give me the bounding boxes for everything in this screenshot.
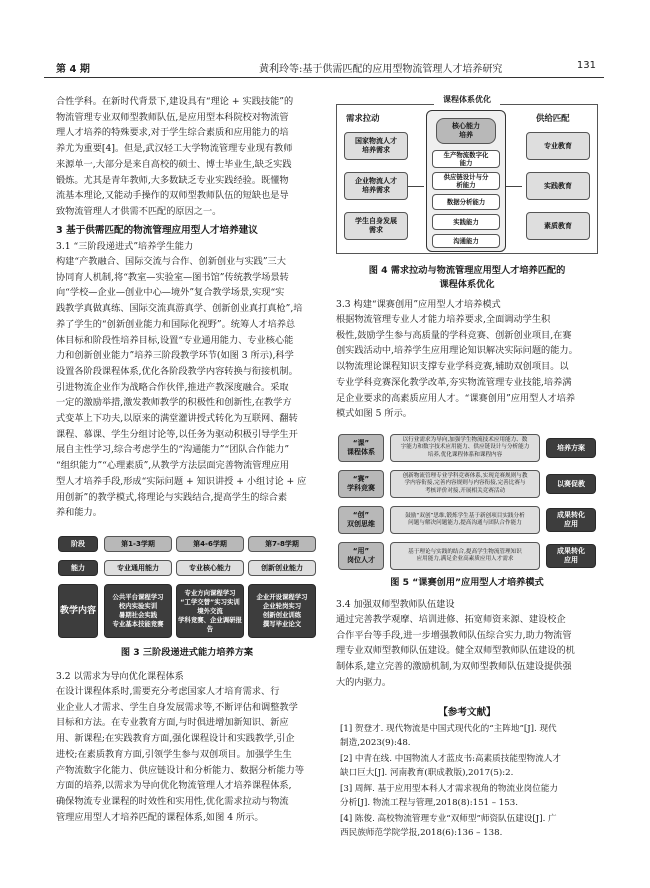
- fig4-skill-3: 数据分析能力: [432, 194, 500, 210]
- fig3-content-2: 专业方向课程学习 “工学交替”实习实训 境外交流 学科竞赛、企业调研报告: [176, 584, 244, 638]
- fig3-content-1: 公共平台课程学习 校内实验实训 暑期社会实践 专业基本技能竞赛: [104, 584, 172, 638]
- fig5-desc-1: 以行业需求为导向,加强学生物流技术应用能力、数 字能力和数字技术应用能力、供应链设计与分析能力 培养,优化课程体系和课程内容: [390, 434, 540, 462]
- fig3-row-stage: 阶段: [58, 536, 98, 552]
- subsection-heading-3-3: 3.3 构建“课赛创用”应用型人才培养模式: [336, 299, 501, 310]
- fig3-ability-3: 创新创业能力: [248, 560, 316, 576]
- reference-4: [4] 陈俊. 高校物流管理专业“双师型”师资队伍建设[J]. 广 西民族师范学院学报,2018(6):136 – 138.: [340, 814, 557, 839]
- figure-3: [58, 536, 316, 638]
- fig3-ability-2: 专业核心能力: [176, 560, 244, 576]
- figure-3-caption: 图 3 三阶段递进式能力培养方案: [120, 647, 254, 658]
- paragraph-3-4: 通过完善教学观摩、培训进修、拓宽师资来源、建设校企 合作平台等手段,进一步增强教师队伍综合实力,助力物流管 理专业双师型教师队伍建设。健全双师型教师队伍建设的机 制体系,建立完善的激励机制,为双师型教师队伍建设提供强 大的内驱力。: [336, 614, 575, 688]
- fig4-core-ability: 核心能力 培养: [436, 118, 496, 144]
- paragraph-3-2: 在设计课程体系时,需要充分考虑国家人才培育需求、行 业企业人才需求、学生自身发展需求等,不断评估和调整教学 目标和方法。在专业教育方面,与时俱进增加新知识、新应 用、新课程;在实践教育方面,强化课程设计和实践教学,引企 进校;在素质教育方面,引领学生参与双创项目。加强学生生 产物流数字化能力、供应链设计和分析能力、数据分析能力等 方面的培养,以需求为导向优化物流管理人才培养课程体系, 确保物流专业课程的时效性和实用性,优化需求拉动与物流 管理应用型人才培养匹配的课程体系,如图 4 所示。: [56, 686, 305, 823]
- fig3-stage-3: 第7-8学期: [248, 536, 316, 552]
- fig5-desc-4: 基于理论与实践的结合,提高学生物流管理知识 应用能力,满足企业高素质应用人才需求: [390, 542, 540, 570]
- figure-4-caption: 图 4 需求拉动与物流管理应用型人才培养匹配的 课程体系优化: [368, 265, 566, 290]
- fig5-tag-4: 成果转化 应用: [546, 544, 596, 568]
- fig4-demand-2: 企业物流人才 培养需求: [344, 172, 408, 200]
- fig5-tag-2: 以赛促教: [546, 474, 596, 494]
- fig3-stage-1: 第1-3学期: [104, 536, 172, 552]
- paragraph-3-3: 根据物流管理专业人才能力培养要求,全面调动学生积 极性,鼓励学生参与高质量的学科竞赛、创新创业项目,在赛 创实践活动中,培养学生应用理论知识解决实际问题的能力。 以物流理论课程知识支撑专业学科竞赛,辅助双创项目。以 专业学科竞赛深化教学改革,夯实物流管理专业技能,培养满 足企业要求的高素质应用人才。“课赛创用”应用型人才培养 模式如图 5 所示。: [336, 314, 578, 420]
- paragraph-3-1: 构建“产教融合、国际交流与合作、创新创业与实践”三大 协同育人机制,将“教室—实验室—图书馆”传统教学场景转 向“学校—企业—创业中心—境外”复合教学场景,实现“实 践教学真做真练、国际交流真游真学、创新创业真打真枪”,培 养了学生的“创新创业能力和国际化视野”。统筹人才培养总 体目标和阶段性培养目标,设置“专业通用能力、专业核心能 力和创新创业能力”培养三阶段教学环节(如图 3 所示),科学 设置各阶段课程体系,优化各阶段教学内容转换与衔接机制。 引进物流企业作为战略合作伙伴,推进产教深度融合。采取 一定的激励举措,激发教师教学的积极性和创新性,在教学方 式变革上下功夫,以原来的满堂灌讲授式转化为互联网、翻转 课程、慕课、学生分组讨论等,以任务为驱动积极引导学生开 展自主性学习,综合考虑学生的“沟通能力”“团队合作能力” “组织能力”“心理素质”,从教学方法层面完善物流管理应用 型人才培养手段,形成“实际问题 + 知识讲授 + 小组讨论 + 应 用创新”的教学模式,将理论与实践结合,提高学生的综合素 养和能力。: [56, 256, 307, 519]
- subsection-heading-3-4: 3.4 加强双师型教师队伍建设: [336, 599, 455, 610]
- fig3-row-ability: 能力: [58, 560, 98, 576]
- fig5-desc-2: 创新物流管理专业学科竞赛体系,实现竞赛规则与教 学内容衔接,完善内容规则与内容衔接,完善比赛与 考核评价对接,开展相关竞赛活动: [390, 470, 540, 498]
- running-title: 黄利玲等:基于供需匹配的应用型物流管理人才培养研究: [259, 64, 503, 75]
- fig4-skill-5: 沟通能力: [432, 234, 500, 248]
- figure-4: [336, 94, 598, 256]
- fig4-title: 课程体系优化: [434, 94, 500, 105]
- fig3-row-content: 教学内容: [58, 584, 98, 638]
- fig3-stage-2: 第4-6学期: [176, 536, 244, 552]
- fig4-skill-1: 生产物流数字化 能力: [432, 150, 500, 168]
- fig3-content-3: 企业开设课程学习 企业轮岗实习 创新创业训练 撰写毕业论文: [248, 584, 316, 638]
- fig4-skill-2: 供应链设计与分 析能力: [432, 172, 500, 190]
- fig4-demand-head: 需求拉动: [346, 113, 380, 123]
- fig3-ability-1: 专业通用能力: [104, 560, 172, 576]
- fig4-arrow-left: [408, 186, 424, 187]
- fig4-arrow-right: [506, 186, 522, 187]
- reference-2: [2] 中青在线. 中国物流人才蓝皮书:高素质技能型物流人才 缺口巨大[J]. 河南教育(职成教版),2017(5):2.: [340, 754, 561, 779]
- fig4-supply-1: 专业教育: [526, 132, 590, 160]
- fig4-supply-2: 实践教育: [526, 172, 590, 200]
- section-heading-3: 3 基于供需匹配的物流管理应用型人才培养建议: [56, 225, 258, 236]
- fig4-demand-1: 国家物流人才 培养需求: [344, 132, 408, 160]
- subsection-heading-3-1: 3.1 “三阶段递进式”培养学生能力: [56, 241, 194, 252]
- fig5-label-2: “赛” 学科竞赛: [338, 470, 384, 498]
- reference-1: [1] 贺登才. 现代物流是中国式现代化的“主阵地”[J]. 现代 制造,2023(9):48.: [340, 724, 557, 749]
- fig5-label-4: “用” 岗位人才: [338, 542, 384, 570]
- fig5-tag-1: 培养方案: [546, 438, 596, 458]
- fig5-label-1: “课” 课程体系: [338, 434, 384, 462]
- fig5-desc-3: 鼓励“双创”思维,锻炼学生基于新创项目实践分析 问题与解决问题能力,提高沟通与团队合作能力: [390, 506, 540, 534]
- fig4-supply-head: 供给匹配: [536, 113, 570, 123]
- running-header: [44, 56, 604, 78]
- fig4-demand-3: 学生自身发展 需求: [344, 212, 408, 240]
- page-number: 131: [576, 60, 596, 71]
- reference-3: [3] 周辉. 基于应用型本科人才需求视角的物流业岗位能力 分析[J]. 物流工程与管理,2018(8):151 – 153.: [340, 784, 559, 809]
- subsection-heading-3-2: 3.2 以需求为导向优化课程体系: [56, 671, 184, 682]
- fig5-label-3: “创” 双创思维: [338, 506, 384, 534]
- paragraph-continued: 合性学科。在新时代背景下,建设具有“理论 + 实践技能”的 物流管理专业双师型教师队伍,是应用型本科院校对物流管 理人才培养的特殊要求,对于学生综合素质和应用能力的培 养尤为重要[4]。但是,武汉轻工大学物流管理专业现有教师 来源单一,大部分是来自高校的硕士、博士毕业生,缺乏实践 锻炼。尤其是青年教师,大多数缺乏专业实践经验。既懂物 流基本理论,又能动手操作的双师型教师队伍的短缺也是导 致物流管理人才供需不匹配的原因之一。: [56, 96, 294, 217]
- fig4-skill-4: 实践能力: [432, 214, 500, 230]
- fig4-supply-3: 素质教育: [526, 212, 590, 240]
- figure-5: [338, 434, 596, 570]
- fig5-tag-3: 成果转化 应用: [546, 508, 596, 532]
- figure-5-caption: 图 5 “课赛创用”应用型人才培养模式: [390, 577, 544, 588]
- references-heading: 【参考文献】: [438, 707, 496, 718]
- issue-number: 第 4 期: [56, 64, 90, 75]
